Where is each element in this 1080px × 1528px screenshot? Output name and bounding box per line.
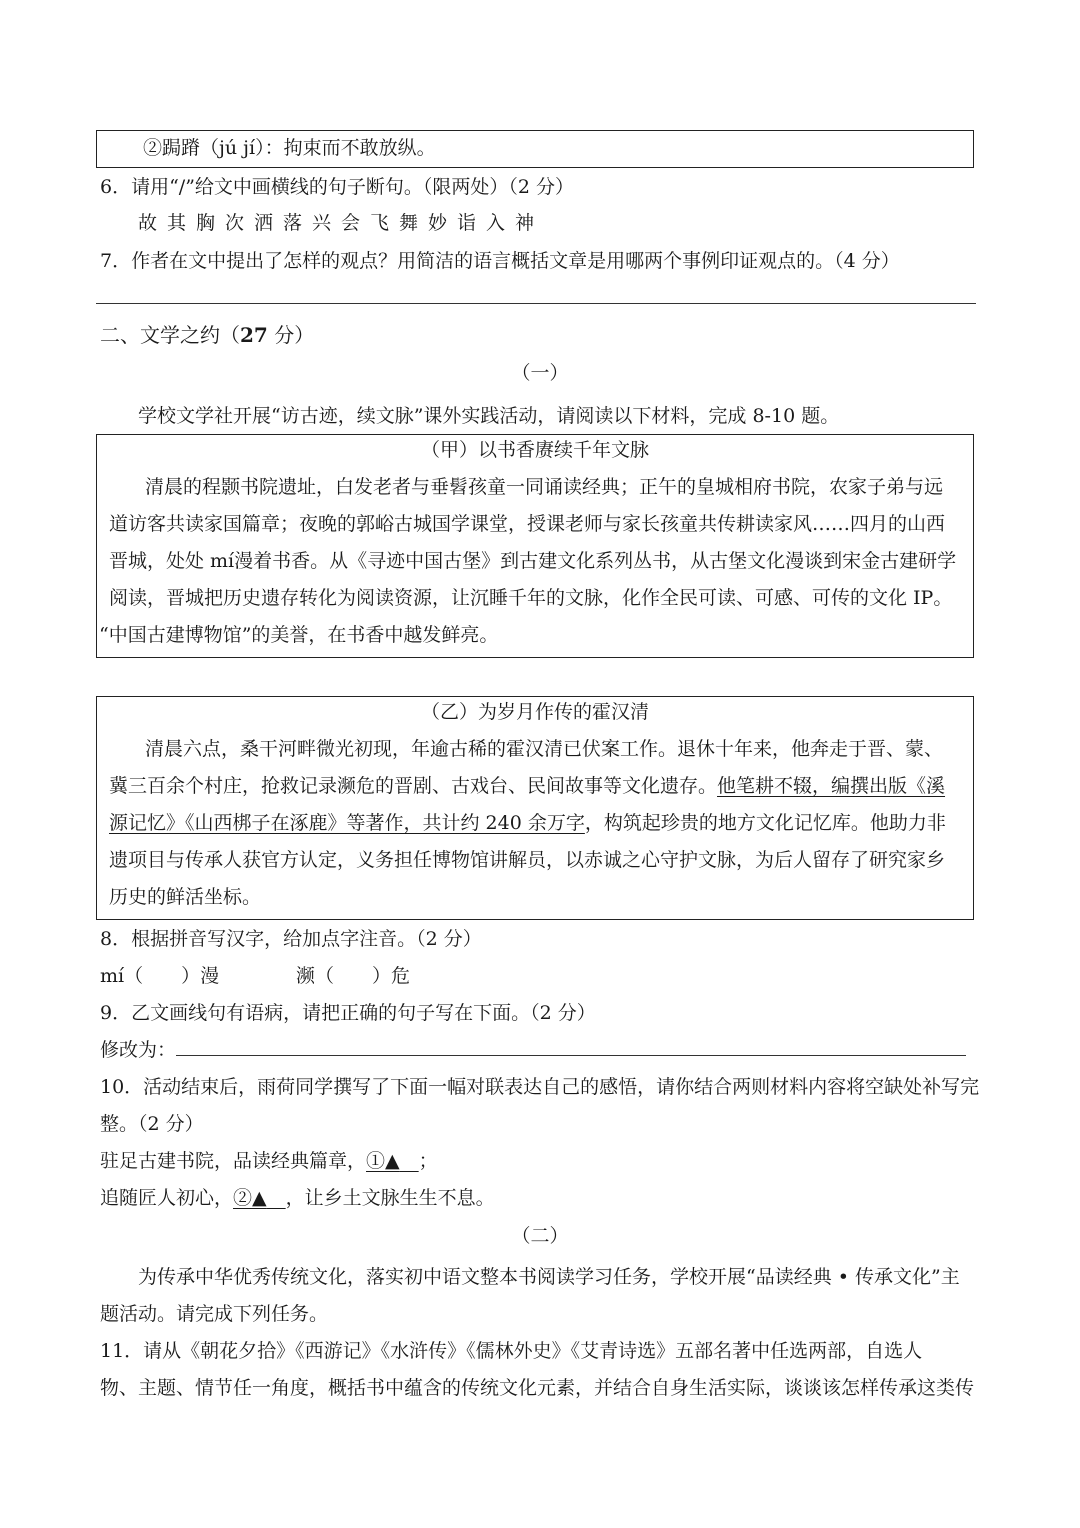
couplet-line-1-end: ； — [418, 1150, 438, 1172]
couplet-blank-1-line — [400, 1150, 419, 1172]
material-jia-line-2: 道访客共读家国篇章；夜晚的郭峪古城国学课堂，授课老师与家长孩童共传耕读家风……四月的山西 — [109, 513, 946, 535]
answer-line-q9 — [176, 1055, 966, 1056]
couplet-blank-2: ②▲ — [233, 1187, 267, 1209]
part-2-intro-line-1: 为传承中华优秀传统文化，落实初中语文整本书阅读学习任务，学校开展“品读经典 • 传承文化”主 — [138, 1266, 960, 1288]
couplet-blank-2-line — [267, 1187, 286, 1209]
part-2-heading: （二） — [511, 1225, 569, 1247]
material-jia-line-5: “中国古建博物馆”的美誉，在书香中越发鲜亮。 — [99, 624, 499, 646]
question-10-line-1: 10．活动结束后，雨荷同学撰写了下面一幅对联表达自己的感悟，请你结合两则材料内容将空缺处补写完 — [100, 1076, 980, 1098]
material-yi-underlined-sentence-part-2: 源记忆》《山西梆子在涿鹿》等著作，共计约 240 余万字 — [109, 812, 585, 834]
section-2-title-prefix: 二、文学之约（ — [100, 323, 240, 347]
question-7: 7．作者在文中提出了怎样的观点？用简洁的语言概括文章是用哪两个事例印证观点的。（4 分） — [100, 250, 900, 272]
material-yi-box — [96, 696, 974, 920]
material-yi-line-2-text: 冀三百余个村庄，抢救记录濒危的晋剧、古戏台、民间故事等文化遗存。 — [109, 775, 718, 797]
question-9-answer-label: 修改为： — [100, 1039, 177, 1061]
material-jia-title: （甲）以书香赓续千年文脉 — [420, 439, 649, 461]
section-2-title — [100, 319, 314, 348]
couplet-blank-1: ①▲ — [366, 1150, 400, 1172]
question-11-line-2: 物、主题、情节任一角度，概括书中蕴含的传统文化元素，并结合自身生活实际，谈谈该怎样传承这类传 — [100, 1377, 975, 1399]
couplet-line-1-text: 驻足古建书院，品读经典篇章， — [100, 1150, 367, 1172]
material-yi-line-3-text: ，构筑起珍贵的地方文化记忆库。他助力非 — [584, 812, 946, 834]
question-6: 6．请用“/”给文中画横线的句子断句。（限两处）（2 分） — [100, 176, 575, 198]
section-2-score: 27 — [240, 323, 268, 347]
couplet-line-1 — [100, 1146, 438, 1173]
material-jia-line-4: 阅读，晋城把历史遗存转化为阅读资源，让沉睡千年的文脉，化作全民可读、可感、可传的文化 IP。 — [109, 587, 953, 609]
question-11-line-1: 11．请从《朝花夕拾》《西游记》《水浒传》《儒林外史》《艾青诗选》五部名著中任选两部，自选人 — [100, 1340, 923, 1362]
answer-line-q7 — [96, 303, 976, 304]
couplet-line-2-text: 追随匠人初心， — [100, 1187, 234, 1209]
material-yi-underlined-sentence-part-1: 他笔耕不辍，编撰出版《溪 — [717, 775, 946, 797]
material-yi-line-4: 遗项目与传承人获官方认定，义务担任博物馆讲解员，以赤诚之心守护文脉，为后人留存了研究家乡 — [109, 849, 946, 871]
material-yi-line-5: 历史的鲜活坐标。 — [109, 886, 262, 908]
couplet-line-2 — [100, 1183, 495, 1210]
material-yi-line-3 — [109, 805, 946, 842]
question-6-sentence: 故其胸次洒落兴会飞舞妙诣入神 — [138, 212, 545, 234]
question-8-blank-1: mí（ ）漫 — [100, 965, 220, 987]
material-yi-title: （乙）为岁月作传的霍汉清 — [420, 701, 649, 723]
question-8: 8．根据拼音写汉字，给加点字注音。（2 分） — [100, 928, 482, 950]
material-jia-line-3: 晋城，处处 mí漫着书香。从《寻迹中国古堡》到古建文化系列丛书，从古堡文化漫谈到宋金古建研学 — [109, 550, 957, 572]
section-2-title-suffix: 分） — [267, 323, 315, 347]
part-1-heading: （一） — [511, 362, 569, 384]
question-8-blank-2: 濒（ ）危 — [296, 965, 411, 987]
material-jia-line-1: 清晨的程颢书院遗址，白发老者与垂髫孩童一同诵读经典；正午的皇城相府书院，农家子弟与远 — [145, 476, 944, 498]
couplet-line-2-end: ，让乡土文脉生生不息。 — [285, 1187, 495, 1209]
annotation-box — [96, 130, 974, 168]
question-10-line-2: 整。（2 分） — [100, 1113, 204, 1135]
part-1-intro: 学校文学社开展“访古迹，续文脉”课外实践活动，请阅读以下材料，完成 8-10 题。 — [138, 405, 840, 427]
material-yi-line-1: 清晨六点，桑干河畔微光初现，年逾古稀的霍汉清已伏案工作。退休十年来，他奔走于晋、蒙、 — [145, 738, 944, 760]
part-2-intro-line-2: 题活动。请完成下列任务。 — [100, 1303, 329, 1325]
question-9: 9．乙文画线句有语病，请把正确的句子写在下面。（2 分） — [100, 1002, 596, 1024]
material-jia-box — [96, 434, 974, 658]
annotation-note-2: ②跼蹐（jú jí）：拘束而不敢放纵。 — [143, 137, 436, 159]
material-yi-line-2 — [109, 768, 945, 805]
